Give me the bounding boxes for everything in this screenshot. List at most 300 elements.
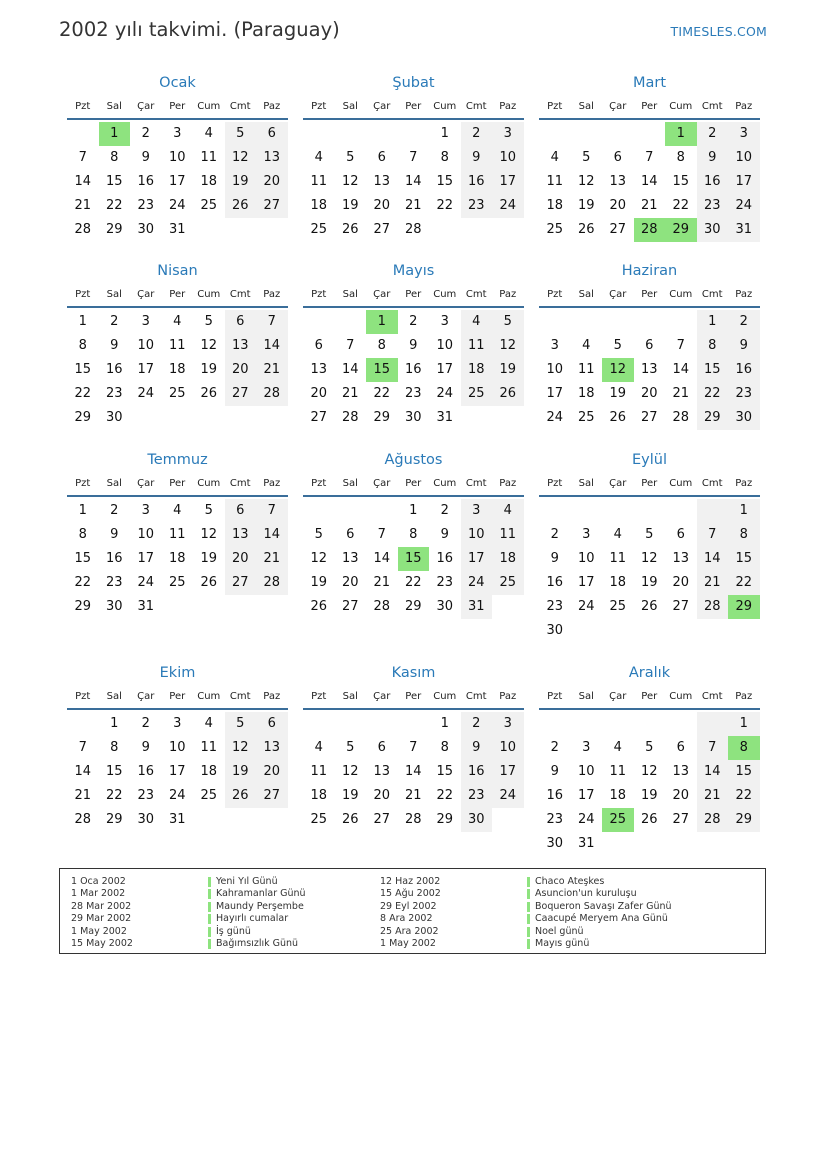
- day-cell: 20: [256, 760, 288, 784]
- day-cell: 19: [225, 760, 257, 784]
- day-cell: 27: [373, 812, 391, 827]
- day-cell: 2: [110, 503, 119, 518]
- day-cell: 8: [409, 527, 418, 542]
- day-cell: 21: [672, 386, 690, 401]
- day-cell: 6: [256, 712, 288, 736]
- day-cell: 23: [728, 382, 760, 406]
- day-cell: 9: [728, 334, 760, 358]
- day-cell: 24: [461, 571, 493, 595]
- week-row: [539, 808, 760, 832]
- empty-day: [193, 595, 225, 619]
- day-cell: 29: [74, 410, 92, 425]
- month-name: Ocak: [159, 75, 196, 91]
- day-cell: 23: [461, 784, 493, 808]
- day-cell: 17: [492, 170, 524, 194]
- weekday-header: [539, 97, 760, 120]
- day-cell: 4: [550, 150, 559, 165]
- weekday-label: Cmt: [229, 101, 251, 112]
- holiday-day: 1: [99, 122, 131, 146]
- day-cell: 21: [373, 575, 391, 590]
- weekday-label: Per: [405, 478, 422, 489]
- day-cell: 31: [436, 410, 454, 425]
- day-cell: 15: [105, 174, 123, 189]
- day-cell: 26: [341, 812, 359, 827]
- weekday-label: Cum: [197, 691, 221, 702]
- week-row: [67, 547, 288, 571]
- day-cell: 12: [577, 174, 595, 189]
- day-cell: 4: [613, 527, 622, 542]
- day-cell: 28: [373, 599, 391, 614]
- day-cell: 2: [110, 314, 119, 329]
- day-cell: 25: [577, 410, 595, 425]
- week-row: [539, 499, 760, 523]
- empty-day: [366, 122, 398, 146]
- day-cell: 27: [672, 812, 690, 827]
- day-cell: 1: [728, 499, 760, 523]
- day-cell: 23: [461, 194, 493, 218]
- weekday-header: [539, 687, 760, 710]
- day-cell: 8: [728, 523, 760, 547]
- week-row: [67, 334, 288, 358]
- weekday-label: Pzt: [547, 478, 563, 489]
- day-cell: 16: [461, 760, 493, 784]
- day-cell: 9: [697, 146, 729, 170]
- day-cell: 20: [672, 575, 690, 590]
- weekday-header: [303, 97, 524, 120]
- day-cell: 15: [436, 764, 454, 779]
- day-cell: 14: [672, 362, 690, 377]
- day-cell: 26: [200, 386, 218, 401]
- day-cell: 11: [168, 338, 186, 353]
- day-cell: 10: [137, 527, 155, 542]
- day-cell: 24: [168, 788, 186, 803]
- day-cell: 31: [137, 599, 155, 614]
- month-name: Mart: [632, 75, 667, 91]
- week-row: [67, 499, 288, 523]
- day-cell: 24: [577, 599, 595, 614]
- day-cell: 19: [225, 170, 257, 194]
- week-row: [539, 146, 760, 170]
- week-row: [303, 334, 524, 358]
- day-cell: 25: [492, 571, 524, 595]
- day-cell: 1: [78, 503, 87, 518]
- month-3: [539, 69, 760, 242]
- month-11: [303, 659, 524, 832]
- empty-day: [256, 218, 288, 242]
- day-cell: 15: [728, 547, 760, 571]
- month-2: [303, 69, 524, 242]
- day-cell: 19: [341, 198, 359, 213]
- empty-day: [335, 122, 367, 146]
- day-cell: 7: [78, 150, 87, 165]
- day-cell: 29: [105, 812, 123, 827]
- week-row: [67, 736, 288, 760]
- week-row: [303, 358, 524, 382]
- empty-day: [461, 406, 493, 430]
- weekday-label: Per: [169, 289, 186, 300]
- day-cell: 12: [640, 764, 658, 779]
- weekday-label: Paz: [499, 101, 517, 112]
- day-cell: 7: [697, 523, 729, 547]
- day-cell: 6: [377, 740, 386, 755]
- weekday-label: Sal: [578, 691, 594, 702]
- day-cell: 18: [200, 764, 218, 779]
- day-cell: 2: [728, 310, 760, 334]
- week-row: [303, 760, 524, 784]
- empty-day: [193, 218, 225, 242]
- month-name: Şubat: [392, 75, 435, 91]
- day-cell: 30: [436, 599, 454, 614]
- day-cell: 23: [137, 198, 155, 213]
- day-cell: 5: [346, 150, 355, 165]
- weekday-label: Çar: [137, 691, 155, 702]
- day-cell: 17: [436, 362, 454, 377]
- page-title: 2002 yılı takvimi. (Paraguay): [59, 18, 340, 41]
- empty-day: [539, 712, 571, 736]
- weekday-label: Per: [405, 289, 422, 300]
- week-row: [539, 218, 760, 242]
- legend-holiday-name: Asuncion'un kuruluşu: [527, 888, 672, 900]
- empty-day: [634, 310, 666, 334]
- day-cell: 16: [546, 575, 564, 590]
- day-cell: 12: [341, 174, 359, 189]
- day-cell: 16: [461, 170, 493, 194]
- day-cell: 15: [436, 174, 454, 189]
- day-cell: 14: [341, 362, 359, 377]
- legend-holiday-name: Maundy Perşembe: [208, 901, 306, 913]
- holiday-legend: [59, 868, 766, 954]
- day-cell: 17: [168, 764, 186, 779]
- day-cell: 1: [78, 314, 87, 329]
- day-cell: 22: [728, 571, 760, 595]
- day-cell: 11: [609, 551, 627, 566]
- day-cell: 3: [173, 716, 182, 731]
- legend-date: 25 Ara 2002: [380, 925, 439, 937]
- empty-day: [492, 808, 524, 832]
- brand-link[interactable]: TIMESLES.COM: [670, 24, 767, 39]
- day-cell: 11: [492, 523, 524, 547]
- weekday-label: Paz: [735, 691, 753, 702]
- day-cell: 10: [492, 146, 524, 170]
- empty-day: [225, 595, 257, 619]
- week-row: [67, 571, 288, 595]
- day-cell: 9: [110, 338, 119, 353]
- day-cell: 30: [546, 623, 564, 638]
- week-row: [67, 382, 288, 406]
- weekday-label: Pzt: [75, 101, 91, 112]
- day-cell: 20: [609, 198, 627, 213]
- empty-day: [539, 499, 571, 523]
- day-cell: 12: [200, 527, 218, 542]
- day-cell: 2: [697, 122, 729, 146]
- day-cell: 4: [314, 740, 323, 755]
- day-cell: 4: [492, 499, 524, 523]
- day-cell: 24: [137, 386, 155, 401]
- day-cell: 30: [137, 812, 155, 827]
- month-9: [539, 446, 760, 643]
- day-cell: 5: [582, 150, 591, 165]
- day-cell: 25: [546, 222, 564, 237]
- day-cell: 27: [341, 599, 359, 614]
- empty-day: [335, 712, 367, 736]
- day-cell: 11: [546, 174, 564, 189]
- weekday-label: Pzt: [311, 478, 327, 489]
- day-cell: 10: [168, 150, 186, 165]
- day-cell: 18: [310, 198, 328, 213]
- day-cell: 12: [341, 764, 359, 779]
- day-cell: 29: [697, 406, 729, 430]
- day-cell: 11: [200, 150, 218, 165]
- day-cell: 30: [697, 218, 729, 242]
- week-row: [303, 146, 524, 170]
- weekday-label: Paz: [735, 101, 753, 112]
- day-cell: 23: [105, 575, 123, 590]
- empty-day: [225, 406, 257, 430]
- day-cell: 16: [105, 362, 123, 377]
- day-cell: 22: [436, 198, 454, 213]
- legend-holiday-name: İş günü: [208, 926, 306, 938]
- weekday-label: Pzt: [75, 289, 91, 300]
- day-cell: 16: [728, 358, 760, 382]
- empty-day: [303, 499, 335, 523]
- empty-day: [665, 832, 697, 856]
- day-cell: 28: [404, 812, 422, 827]
- day-cell: 25: [310, 222, 328, 237]
- day-cell: 8: [440, 150, 449, 165]
- day-cell: 6: [613, 150, 622, 165]
- legend-holiday-name: Boqueron Savaşı Zafer Günü: [527, 901, 672, 913]
- day-cell: 27: [609, 222, 627, 237]
- day-cell: 24: [436, 386, 454, 401]
- day-cell: 24: [168, 198, 186, 213]
- day-cell: 3: [582, 527, 591, 542]
- week-row: [303, 571, 524, 595]
- day-cell: 26: [640, 599, 658, 614]
- week-row: [67, 760, 288, 784]
- day-cell: 19: [492, 358, 524, 382]
- day-cell: 18: [168, 551, 186, 566]
- legend-holiday-name: Kahramanlar Günü: [208, 888, 306, 900]
- month-1: [67, 69, 288, 242]
- legend-holiday-name: Bağımsızlık Günü: [208, 938, 306, 950]
- day-cell: 13: [373, 174, 391, 189]
- weekday-label: Cmt: [465, 478, 487, 489]
- weekday-label: Cmt: [465, 101, 487, 112]
- empty-day: [602, 712, 634, 736]
- empty-day: [665, 619, 697, 643]
- day-cell: 30: [728, 406, 760, 430]
- day-cell: 16: [697, 170, 729, 194]
- legend-date: 1 May 2002: [71, 925, 127, 937]
- weekday-label: Sal: [578, 289, 594, 300]
- week-row: [539, 760, 760, 784]
- legend-date: 15 May 2002: [71, 938, 133, 950]
- day-cell: 26: [225, 194, 257, 218]
- empty-day: [398, 122, 430, 146]
- day-cell: 31: [168, 812, 186, 827]
- day-cell: 14: [373, 551, 391, 566]
- empty-day: [162, 406, 194, 430]
- day-cell: 9: [440, 527, 449, 542]
- day-cell: 13: [256, 146, 288, 170]
- legend-holiday-name: Yeni Yıl Günü: [208, 876, 306, 888]
- day-cell: 10: [436, 338, 454, 353]
- day-cell: 13: [609, 174, 627, 189]
- weekday-label: Cum: [197, 101, 221, 112]
- month-name: Aralık: [628, 665, 671, 681]
- empty-day: [303, 122, 335, 146]
- weekday-label: Cum: [197, 289, 221, 300]
- weekday-label: Cmt: [701, 478, 723, 489]
- empty-day: [697, 619, 729, 643]
- weekday-label: Pzt: [547, 289, 563, 300]
- day-cell: 26: [310, 599, 328, 614]
- week-row: [67, 310, 288, 334]
- day-cell: 31: [577, 836, 595, 851]
- month-name: Nisan: [157, 263, 198, 279]
- day-cell: 23: [404, 386, 422, 401]
- day-cell: 11: [461, 334, 493, 358]
- day-cell: 2: [550, 527, 559, 542]
- empty-day: [225, 808, 257, 832]
- day-cell: 26: [200, 575, 218, 590]
- week-row: [539, 194, 760, 218]
- day-cell: 13: [640, 362, 658, 377]
- day-cell: 19: [577, 198, 595, 213]
- week-row: [67, 170, 288, 194]
- day-cell: 30: [546, 836, 564, 851]
- month-name: Kasım: [391, 665, 436, 681]
- day-cell: 1: [440, 716, 449, 731]
- day-cell: 13: [672, 764, 690, 779]
- day-cell: 14: [74, 764, 92, 779]
- day-cell: 12: [225, 146, 257, 170]
- day-cell: 16: [436, 551, 454, 566]
- empty-day: [634, 619, 666, 643]
- day-cell: 16: [137, 174, 155, 189]
- weekday-label: Sal: [106, 691, 122, 702]
- day-cell: 19: [310, 575, 328, 590]
- week-row: [303, 808, 524, 832]
- weekday-header: [67, 97, 288, 120]
- empty-day: [335, 310, 367, 334]
- weekday-label: Sal: [342, 289, 358, 300]
- holiday-day: 1: [665, 122, 697, 146]
- day-cell: 3: [440, 314, 449, 329]
- day-cell: 14: [697, 760, 729, 784]
- day-cell: 31: [728, 218, 760, 242]
- legend-date: 1 May 2002: [380, 938, 436, 950]
- weekday-label: Pzt: [547, 691, 563, 702]
- day-cell: 7: [645, 150, 654, 165]
- weekday-label: Per: [169, 101, 186, 112]
- weekday-label: Per: [641, 289, 658, 300]
- week-row: [303, 170, 524, 194]
- day-cell: 6: [225, 310, 257, 334]
- day-cell: 5: [645, 527, 654, 542]
- month-8: [303, 446, 524, 619]
- week-row: [303, 310, 524, 334]
- empty-day: [256, 808, 288, 832]
- day-cell: 2: [461, 122, 493, 146]
- weekday-label: Per: [641, 101, 658, 112]
- day-cell: 28: [74, 222, 92, 237]
- month-name: Ağustos: [384, 452, 443, 468]
- day-cell: 26: [577, 222, 595, 237]
- day-cell: 3: [728, 122, 760, 146]
- day-cell: 8: [110, 150, 119, 165]
- day-cell: 15: [74, 551, 92, 566]
- legend-holiday-name: Noel günü: [527, 926, 672, 938]
- empty-day: [665, 712, 697, 736]
- weekday-label: Paz: [263, 101, 281, 112]
- day-cell: 21: [256, 358, 288, 382]
- day-cell: 17: [577, 575, 595, 590]
- day-cell: 25: [200, 198, 218, 213]
- month-7: [67, 446, 288, 619]
- day-cell: 18: [492, 547, 524, 571]
- day-cell: 14: [404, 764, 422, 779]
- day-cell: 5: [314, 527, 323, 542]
- legend-date: 29 Mar 2002: [71, 913, 132, 925]
- empty-day: [303, 310, 335, 334]
- weekday-label: Paz: [263, 478, 281, 489]
- day-cell: 5: [346, 740, 355, 755]
- day-cell: 31: [168, 222, 186, 237]
- day-cell: 21: [404, 198, 422, 213]
- weekday-label: Pzt: [547, 101, 563, 112]
- weekday-header: [539, 474, 760, 497]
- holiday-day: 15: [366, 358, 398, 382]
- day-cell: 22: [105, 788, 123, 803]
- legend-date: 28 Mar 2002: [71, 900, 132, 912]
- day-cell: 24: [492, 194, 524, 218]
- legend-dates-left: [71, 876, 133, 950]
- empty-day: [492, 595, 524, 619]
- day-cell: 3: [492, 712, 524, 736]
- weekday-header: [303, 687, 524, 710]
- day-cell: 7: [676, 338, 685, 353]
- day-cell: 10: [546, 362, 564, 377]
- week-row: [303, 194, 524, 218]
- day-cell: 25: [609, 599, 627, 614]
- day-cell: 28: [74, 812, 92, 827]
- weekday-label: Çar: [137, 289, 155, 300]
- week-row: [67, 595, 288, 619]
- month-name: Ekim: [159, 665, 196, 681]
- empty-day: [571, 712, 603, 736]
- weekday-label: Paz: [499, 289, 517, 300]
- day-cell: 10: [461, 523, 493, 547]
- day-cell: 8: [697, 334, 729, 358]
- week-row: [539, 122, 760, 146]
- day-cell: 11: [310, 764, 328, 779]
- empty-day: [665, 499, 697, 523]
- empty-day: [602, 499, 634, 523]
- week-row: [539, 712, 760, 736]
- weekday-label: Cum: [433, 101, 457, 112]
- day-cell: 7: [256, 499, 288, 523]
- empty-day: [697, 832, 729, 856]
- weekday-label: Per: [405, 691, 422, 702]
- weekday-label: Sal: [342, 478, 358, 489]
- day-cell: 6: [676, 527, 685, 542]
- day-cell: 23: [137, 788, 155, 803]
- day-cell: 3: [461, 499, 493, 523]
- legend-date: 15 Ağu 2002: [380, 888, 441, 900]
- day-cell: 22: [728, 784, 760, 808]
- day-cell: 29: [728, 808, 760, 832]
